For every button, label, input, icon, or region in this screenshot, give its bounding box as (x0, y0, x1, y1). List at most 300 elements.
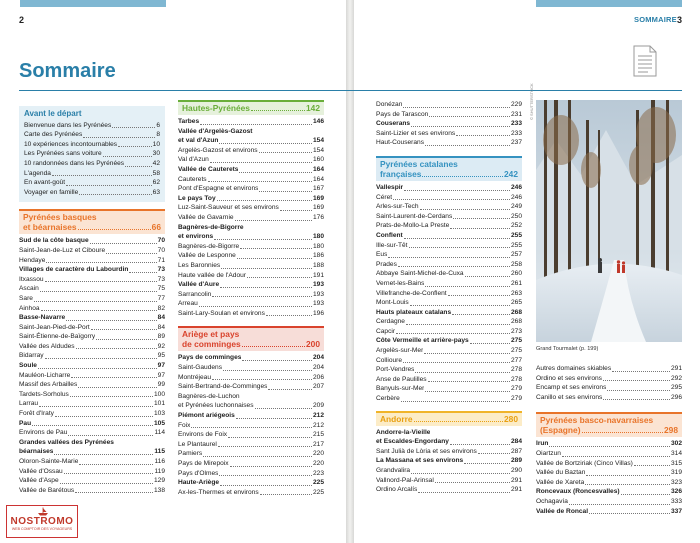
toc-entry[interactable] (178, 363, 324, 373)
toc-entry-page: 279 (510, 395, 522, 403)
toc-entry[interactable] (536, 487, 682, 497)
toc-entry[interactable] (19, 447, 165, 457)
toc-entry[interactable] (178, 117, 324, 127)
toc-entry-label: Le pays Toy (178, 194, 216, 202)
toc-entry[interactable] (376, 365, 522, 375)
section-header-basque[interactable] (19, 209, 165, 234)
toc-entry[interactable] (376, 356, 522, 366)
toc-column-1 (19, 106, 165, 495)
toc-entry-leader (603, 399, 670, 400)
toc-entry[interactable] (24, 149, 160, 159)
toc-entry-page: 154 (312, 146, 324, 154)
toc-entry-page: 6 (156, 121, 160, 129)
toc-entry-label: Prades (376, 260, 397, 268)
toc-entry-leader (221, 268, 312, 269)
toc-entry-page: 186 (312, 252, 324, 260)
toc-entry[interactable] (19, 428, 165, 438)
title-divider (19, 90, 682, 91)
section-header-andorre[interactable] (376, 411, 522, 426)
toc-entry-label: Pont d'Espagne et environs (178, 185, 259, 193)
toc-entry-label: Hendaye (19, 256, 46, 264)
toc-entry[interactable] (24, 121, 160, 131)
toc-entry[interactable] (19, 256, 165, 266)
toc-entry[interactable] (178, 401, 324, 411)
toc-entry-page: 116 (154, 458, 165, 465)
toc-entry-label: Bagnères-de-Bigorre (178, 223, 244, 231)
toc-entry-leader (83, 137, 155, 138)
toc-entry[interactable] (178, 232, 324, 242)
toc-entry[interactable] (178, 478, 324, 488)
toc-entry-leader (236, 418, 312, 419)
toc-entry[interactable] (178, 299, 324, 309)
toc-entry[interactable] (536, 393, 682, 403)
toc-entry-page: 30 (152, 150, 160, 158)
toc-entry-page: 302 (670, 440, 682, 448)
toc-entry[interactable] (178, 155, 324, 165)
toc-entry-page: 296 (670, 393, 682, 401)
toc-entry-leader (268, 389, 312, 390)
toc-entry-leader (478, 453, 510, 454)
toc-entry-label: Pays de comminges (178, 354, 242, 362)
toc-entry-leader (603, 380, 670, 381)
section-title-espagne-line1: Pyrénées basco-navarraises (540, 415, 654, 426)
toc-entry-page: 278 (510, 366, 522, 374)
toc-entry[interactable] (19, 371, 165, 381)
toc-column-3 (376, 100, 522, 495)
toc-entry[interactable] (178, 165, 324, 175)
toc-entry-page: 180 (312, 233, 324, 241)
toc-entry[interactable] (536, 507, 682, 517)
toc-entry-label: Le Plantaurel (178, 440, 217, 448)
toc-entry[interactable] (178, 251, 324, 261)
toc-entry[interactable] (178, 488, 324, 498)
toc-entry-page: 289 (510, 457, 522, 465)
section-header-espagne[interactable] (536, 412, 682, 437)
toc-column-2 (178, 100, 324, 497)
toc-entry[interactable] (376, 241, 522, 251)
toc-entry-page: 277 (510, 356, 522, 364)
toc-entry[interactable] (376, 317, 522, 327)
toc-entry[interactable] (376, 394, 522, 404)
toc-entry-page: 225 (312, 488, 324, 496)
toc-entry[interactable] (178, 261, 324, 271)
toc-entry-page: 323 (670, 478, 682, 486)
toc-entry[interactable] (376, 428, 522, 438)
toc-entry-leader (220, 485, 312, 486)
section-title-ariege-line1: Ariège et pays (182, 329, 240, 340)
toc-entry[interactable] (178, 440, 324, 450)
toc-entry[interactable] (19, 304, 165, 314)
toc-entry-label: Argelès-Gazost et environs (178, 146, 258, 154)
toc-entry-leader (52, 175, 152, 176)
toc-entry-leader (420, 209, 510, 210)
toc-entry-leader (228, 437, 312, 438)
toc-entry-page: 209 (312, 402, 324, 410)
intro-box-title: Avant le départ (24, 109, 82, 118)
toc-entry-leader (452, 314, 510, 315)
toc-entry[interactable] (536, 374, 682, 384)
toc-entry[interactable] (19, 265, 165, 275)
toc-entry-page: 119 (154, 467, 165, 475)
toc-entry[interactable] (376, 327, 522, 337)
section-header-ariege[interactable] (178, 326, 324, 351)
toc-entry[interactable] (536, 383, 682, 393)
toc-entry-page: 70 (157, 246, 165, 254)
toc-entry[interactable] (376, 466, 522, 476)
toc-entry[interactable] (376, 202, 522, 212)
toc-entry-leader (203, 456, 312, 457)
toc-entry-page: 129 (153, 477, 165, 485)
hautes-list (178, 117, 324, 318)
toc-entry-page: 70 (157, 237, 165, 245)
toc-entry[interactable] (19, 332, 165, 342)
toc-entry[interactable] (178, 309, 324, 319)
toc-entry-label: Eus (376, 251, 388, 259)
toc-entry[interactable] (19, 399, 165, 409)
toc-entry-label: Oloron-Sainte-Marie (19, 458, 79, 465)
toc-entry-leader (220, 287, 312, 288)
toc-entry[interactable] (178, 430, 324, 440)
nostromo-logo (6, 505, 78, 538)
toc-entry[interactable] (376, 119, 522, 129)
toc-entry[interactable] (19, 438, 165, 448)
toc-entry-label: Vallée de Lesponne (178, 252, 236, 260)
toc-entry-page: 225 (312, 479, 324, 487)
toc-entry[interactable] (376, 289, 522, 299)
toc-entry[interactable] (178, 290, 324, 300)
toc-entry[interactable] (376, 212, 522, 222)
toc-entry-label: Pays d'Olmes (178, 469, 219, 477)
toc-entry-leader (39, 406, 153, 407)
toc-entry[interactable] (376, 456, 522, 466)
toc-entry-leader (223, 370, 312, 371)
toc-entry-page: 292 (670, 374, 682, 382)
toc-entry[interactable] (24, 159, 160, 169)
toc-entry[interactable] (19, 467, 165, 477)
toc-entry-page: 265 (510, 299, 522, 307)
toc-entry-label: Itxassou (19, 275, 44, 283)
toc-entry[interactable] (376, 336, 522, 346)
toc-entry[interactable] (178, 411, 324, 421)
toc-entry[interactable] (178, 373, 324, 383)
toc-entry[interactable] (19, 390, 165, 400)
toc-entry[interactable] (536, 439, 682, 449)
toc-entry[interactable] (178, 280, 324, 290)
toc-entry[interactable] (376, 138, 522, 148)
toc-entry-page: 278 (510, 375, 522, 383)
toc-entry-label: La Massana et ses environs (376, 457, 464, 465)
top-color-bar-left (20, 0, 166, 7)
toc-entry[interactable] (19, 246, 165, 256)
toc-entry-page: 220 (312, 450, 324, 458)
toc-entry-label: Vallée des Aldudes (19, 342, 75, 350)
toc-entry[interactable] (536, 364, 682, 374)
toc-entry-leader (406, 324, 510, 325)
toc-entry[interactable] (178, 194, 324, 204)
toc-entry[interactable] (376, 384, 522, 394)
toc-entry[interactable] (536, 449, 682, 459)
toc-entry[interactable] (178, 459, 324, 469)
toc-entry-leader (78, 387, 156, 388)
toc-entry-leader (68, 435, 153, 436)
couserans-list (376, 100, 522, 148)
toc-entry-leader (589, 513, 670, 514)
toc-entry-leader (259, 191, 312, 192)
toc-entry-leader (214, 239, 312, 240)
ship-icon (37, 507, 49, 516)
toc-entry-page: 206 (312, 373, 324, 381)
toc-entry[interactable] (376, 100, 522, 110)
toc-entry-label: Vallée du Baztan (536, 469, 586, 477)
toc-entry[interactable] (178, 223, 324, 233)
section-title-basque-line1: Pyrénées basques (23, 212, 97, 223)
toc-entry-page: 176 (312, 213, 324, 221)
toc-entry-leader (208, 181, 312, 182)
toc-entry-page: 8 (156, 131, 160, 139)
toc-entry[interactable] (376, 308, 522, 318)
book-gutter (346, 0, 354, 543)
toc-entry[interactable] (178, 421, 324, 431)
toc-entry-page: 204 (312, 364, 324, 372)
toc-entry-leader (388, 257, 510, 258)
toc-entry-page: 191 (312, 271, 324, 279)
toc-entry[interactable] (19, 486, 165, 496)
ariege-list (178, 353, 324, 497)
toc-entry-leader (401, 401, 510, 402)
toc-entry-label: Basse-Navarre (19, 314, 66, 322)
toc-entry[interactable] (178, 184, 324, 194)
toc-entry-page: 62 (152, 179, 160, 187)
toc-entry-page: 193 (312, 290, 324, 298)
toc-entry-page: 82 (157, 304, 165, 312)
toc-entry-label: Forêt d'Iraty (19, 410, 54, 418)
toc-entry[interactable] (178, 136, 324, 146)
toc-entry-page: 273 (510, 327, 522, 335)
toc-entry[interactable] (19, 419, 165, 429)
toc-entry-leader (103, 156, 152, 157)
toc-entry-page: 10 (152, 140, 160, 148)
toc-entry[interactable] (536, 459, 682, 469)
toc-entry-label: Collioure (376, 356, 403, 364)
toc-entry[interactable] (376, 231, 522, 241)
toc-entry-leader (393, 199, 510, 200)
toc-entry-label: Saint-Bertrand-de-Comminges (178, 383, 268, 391)
toc-entry[interactable] (376, 269, 522, 279)
toc-entry-page: 154 (312, 137, 324, 145)
toc-entry-label: Cerdagne (376, 318, 405, 326)
toc-entry-leader (112, 127, 155, 128)
toc-entry[interactable] (19, 476, 165, 486)
toc-entry-label: Pamiers (178, 450, 203, 458)
toc-entry-page: 261 (510, 279, 522, 287)
toc-entry-label: Val d'Azun (178, 156, 209, 164)
toc-entry[interactable] (19, 313, 165, 323)
toc-entry[interactable] (376, 183, 522, 193)
toc-entry-page: 233 (510, 120, 522, 128)
toc-entry-label: Soule (19, 362, 37, 370)
toc-entry[interactable] (376, 346, 522, 356)
toc-entry-leader (403, 362, 510, 363)
toc-entry-leader (242, 360, 312, 361)
toc-entry[interactable] (536, 478, 682, 488)
toc-entry[interactable] (178, 449, 324, 459)
toc-entry[interactable] (178, 382, 324, 392)
toc-entry[interactable] (178, 392, 324, 402)
toc-entry-page: 275 (510, 347, 522, 355)
toc-entry[interactable] (376, 279, 522, 289)
toc-entry-leader (60, 483, 153, 484)
catalanes-list (376, 183, 522, 404)
toc-entry-leader (259, 152, 312, 153)
toc-entry-label: Saint-Jean-Pied-de-Port (19, 323, 90, 331)
toc-entry-leader (210, 162, 312, 163)
toc-entry-label: Environs de Foix (178, 431, 228, 439)
toc-entry[interactable] (19, 351, 165, 361)
toc-entry-page: 71 (157, 256, 165, 264)
toc-entry[interactable] (19, 284, 165, 294)
toc-entry-page: 193 (312, 281, 324, 289)
section-header-catalanes[interactable] (376, 156, 522, 181)
toc-entry-leader (199, 306, 312, 307)
toc-entry-page: 138 (153, 486, 165, 494)
toc-entry-leader (266, 315, 312, 316)
toc-entry-leader (464, 463, 510, 464)
toc-entry-label: Port-Vendres (376, 366, 415, 374)
toc-entry[interactable] (19, 236, 165, 246)
toc-entry[interactable] (178, 469, 324, 479)
toc-entry-label: Carte des Pyrénées (24, 131, 83, 139)
toc-entry-leader (450, 444, 510, 445)
toc-entry[interactable] (376, 375, 522, 385)
toc-entry-label: Saint-Jean-de-Luz et Ciboure (19, 246, 106, 254)
toc-entry-label: Environs de Pau (19, 429, 68, 437)
toc-entry-page: 169 (312, 204, 324, 212)
toc-entry-page: 319 (670, 469, 682, 477)
toc-entry[interactable] (376, 298, 522, 308)
toc-entry[interactable] (24, 178, 160, 188)
toc-entry-leader (55, 416, 153, 417)
toc-entry[interactable] (178, 242, 324, 252)
section-title-hautes: Hautes-Pyrénées 142 (182, 103, 320, 113)
toc-entry[interactable] (376, 193, 522, 203)
toc-entry[interactable] (376, 476, 522, 486)
toc-entry[interactable] (376, 129, 522, 139)
section-header-hautes[interactable] (178, 100, 324, 115)
toc-entry[interactable] (19, 457, 165, 467)
toc-entry-page: 63 (152, 188, 160, 196)
toc-entry-label: Vallée de Barétous (19, 486, 75, 494)
toc-entry-leader (45, 358, 157, 359)
toc-entry-label: Villefranche-de-Conflent (376, 289, 447, 297)
toc-entry[interactable] (178, 271, 324, 281)
toc-entry-label: Ordino et ses environs (536, 374, 602, 382)
toc-entry-label: Bagnères-de-Luchon (178, 392, 240, 400)
toc-entry-label: Larrau (19, 400, 39, 408)
section-title-catalanes-line2: françaises 242 (380, 168, 518, 179)
toc-entry[interactable] (19, 294, 165, 304)
toc-entry-label: Conflent (376, 231, 403, 239)
toc-entry-leader (191, 427, 312, 428)
section-title-basque-line2: et béarnaises 66 (23, 222, 161, 233)
toc-entry[interactable] (19, 323, 165, 333)
toc-entry[interactable] (376, 437, 522, 447)
toc-entry-label: Vallée de Roncal (536, 507, 589, 515)
toc-entry-leader (218, 446, 312, 447)
toc-entry-label: Vallée de Gavarnie (178, 213, 234, 221)
toc-entry-leader (66, 320, 156, 321)
toc-entry-page: 169 (312, 194, 324, 202)
running-title: SOMMAIRE (634, 15, 677, 24)
toc-entry[interactable] (376, 110, 522, 120)
toc-entry-leader (585, 484, 670, 485)
toc-entry[interactable] (19, 342, 165, 352)
toc-entry[interactable] (24, 188, 160, 198)
toc-entry[interactable] (178, 175, 324, 185)
page-title: Sommaire (19, 60, 116, 82)
toc-entry-page: 105 (153, 419, 165, 427)
toc-entry[interactable] (376, 260, 522, 270)
toc-entry[interactable] (178, 213, 324, 223)
toc-entry[interactable] (178, 353, 324, 363)
toc-entry-leader (90, 243, 157, 244)
toc-entry[interactable] (376, 221, 522, 231)
toc-entry-leader (106, 253, 157, 254)
toc-entry[interactable] (536, 468, 682, 478)
toc-entry[interactable] (376, 485, 522, 495)
toc-entry-leader (404, 190, 510, 191)
toc-entry-leader (398, 266, 510, 267)
toc-entry[interactable] (376, 250, 522, 260)
toc-entry-leader (612, 371, 670, 372)
toc-entry-label: et Escaldes-Engordany (376, 438, 449, 446)
toc-entry[interactable] (19, 409, 165, 419)
espagne-list (536, 439, 682, 516)
toc-entry[interactable] (178, 203, 324, 213)
toc-entry-page: 314 (670, 449, 682, 457)
toc-entry-leader (75, 492, 153, 493)
intro-list (24, 121, 160, 198)
toc-entry-page: 164 (312, 175, 324, 183)
toc-entry[interactable] (178, 127, 324, 137)
toc-entry-page: 167 (312, 185, 324, 193)
toc-entry-page: 333 (670, 497, 682, 505)
toc-entry[interactable] (376, 447, 522, 457)
toc-entry[interactable] (24, 169, 160, 179)
toc-entry-label: Arreau (178, 300, 198, 308)
toc-entry[interactable] (19, 361, 165, 371)
toc-entry-page: 275 (510, 337, 522, 345)
document-list-icon (630, 44, 660, 78)
toc-entry-page: 101 (153, 400, 165, 408)
toc-entry[interactable] (19, 380, 165, 390)
toc-entry-label: et val d'Azun (178, 137, 219, 145)
toc-entry-page: 89 (157, 333, 165, 341)
toc-entry-page: 217 (312, 440, 324, 448)
toc-entry-page: 252 (510, 222, 522, 230)
toc-entry[interactable] (24, 130, 160, 140)
toc-entry-label: Haute vallée de l'Adour (178, 271, 246, 279)
toc-entry-leader (96, 339, 156, 340)
toc-entry-leader (76, 348, 157, 349)
toc-entry[interactable] (536, 497, 682, 507)
toc-entry[interactable] (19, 275, 165, 285)
toc-entry-leader (239, 172, 312, 173)
toc-entry-leader (46, 262, 156, 263)
toc-entry[interactable] (24, 140, 160, 150)
toc-entry-label: Montréjeau (178, 373, 211, 381)
toc-entry-leader (200, 124, 312, 125)
toc-entry[interactable] (178, 146, 324, 156)
